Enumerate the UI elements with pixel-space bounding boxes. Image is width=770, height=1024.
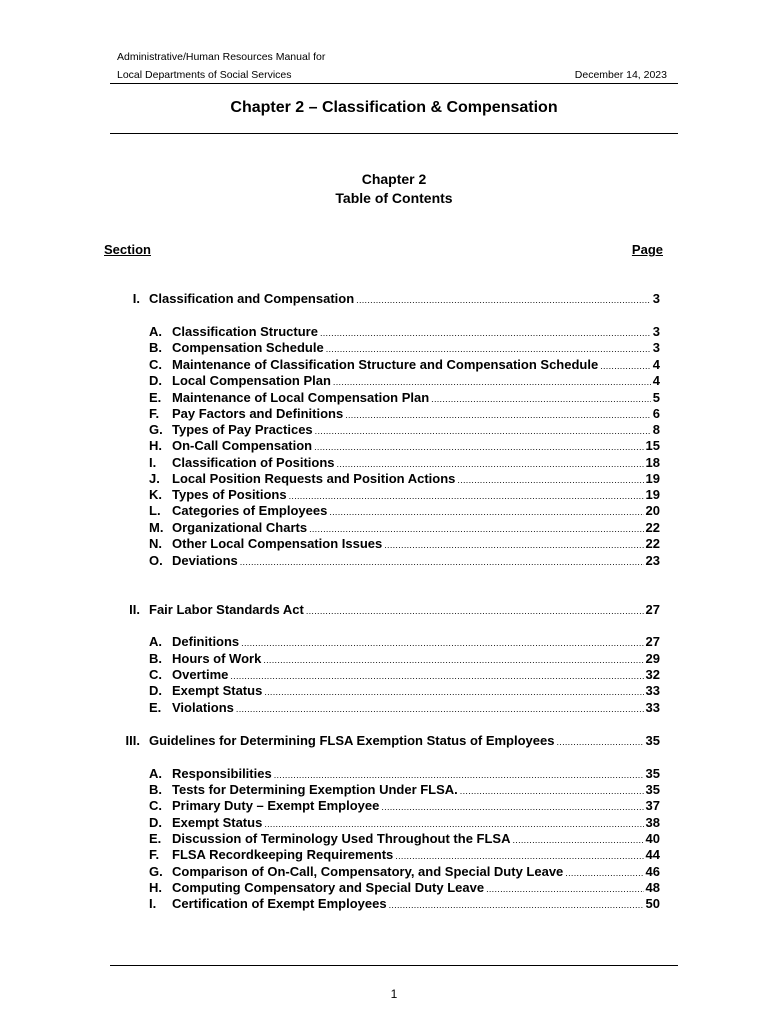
toc-item[interactable] bbox=[149, 340, 660, 356]
dot-leader bbox=[431, 391, 651, 407]
item-title: Maintenance of Local Compensation Plan bbox=[172, 390, 430, 405]
page-number: 32 bbox=[645, 667, 660, 682]
dot-leader bbox=[264, 816, 643, 832]
item-title: Classification Structure bbox=[172, 324, 318, 339]
item-letter: B. bbox=[149, 340, 162, 355]
item-letter: I. bbox=[149, 896, 157, 911]
page-number: 35 bbox=[645, 782, 660, 797]
item-title: Definitions bbox=[172, 634, 240, 649]
dot-leader bbox=[326, 341, 651, 357]
item-letter: H. bbox=[149, 880, 162, 895]
item-title: Violations bbox=[172, 700, 234, 715]
item-title: Comparison of On-Call, Compensatory, and Special Duty Leave bbox=[172, 864, 564, 879]
page-number: 8 bbox=[652, 422, 660, 437]
dot-leader bbox=[274, 767, 644, 783]
item-title: On-Call Compensation bbox=[172, 438, 313, 453]
item-title: Organizational Charts bbox=[172, 520, 308, 535]
title-divider bbox=[110, 133, 678, 134]
page-number: 27 bbox=[645, 634, 660, 649]
dot-leader bbox=[329, 504, 643, 520]
item-letter: O. bbox=[149, 553, 163, 568]
item-letter: M. bbox=[149, 520, 164, 535]
toc-item[interactable] bbox=[149, 390, 660, 406]
item-letter: J. bbox=[149, 471, 160, 486]
page-number: 22 bbox=[645, 520, 660, 535]
toc-item[interactable] bbox=[149, 471, 660, 487]
item-title: Responsibilities bbox=[172, 766, 272, 781]
header-divider bbox=[110, 83, 678, 84]
page-number: 5 bbox=[652, 390, 660, 405]
toc-item[interactable] bbox=[149, 438, 660, 454]
item-letter: E. bbox=[149, 390, 162, 405]
header-date: December 14, 2023 bbox=[574, 69, 667, 81]
item-title: Certification of Exempt Employees bbox=[172, 896, 387, 911]
page-number: 20 bbox=[645, 503, 660, 518]
footer-page-number: 1 bbox=[390, 987, 398, 1001]
item-letter: B. bbox=[149, 651, 162, 666]
item-title: Deviations bbox=[172, 553, 238, 568]
toc-item[interactable] bbox=[149, 553, 660, 569]
toc-item[interactable] bbox=[149, 700, 660, 716]
page-number: 33 bbox=[645, 700, 660, 715]
toc-item[interactable] bbox=[149, 373, 660, 389]
section-numeral: III. bbox=[125, 733, 140, 748]
dot-leader bbox=[236, 701, 644, 717]
toc-item[interactable] bbox=[149, 798, 660, 814]
page-number: 27 bbox=[645, 602, 660, 617]
item-letter: G. bbox=[149, 864, 163, 879]
toc-item[interactable] bbox=[149, 683, 660, 699]
item-title: Exempt Status bbox=[172, 683, 263, 698]
dot-leader bbox=[486, 881, 643, 897]
item-title: Local Position Requests and Position Actions bbox=[172, 471, 456, 486]
dot-leader bbox=[556, 734, 643, 750]
item-title: Computing Compensatory and Special Duty Leave bbox=[172, 880, 485, 895]
toc-item[interactable] bbox=[149, 422, 660, 438]
page-number: 6 bbox=[652, 406, 660, 421]
item-title: Categories of Employees bbox=[172, 503, 328, 518]
page-number: 44 bbox=[645, 847, 660, 862]
section-numeral: II. bbox=[129, 602, 140, 617]
page-number: 33 bbox=[645, 683, 660, 698]
item-title: Pay Factors and Definitions bbox=[172, 406, 344, 421]
manual-title: Administrative/Human Resources Manual for bbox=[117, 51, 326, 63]
item-title: Local Compensation Plan bbox=[172, 373, 331, 388]
dot-leader bbox=[314, 439, 643, 455]
toc-item[interactable] bbox=[149, 815, 660, 831]
item-letter: N. bbox=[149, 536, 162, 551]
section-title: Fair Labor Standards Act bbox=[149, 602, 304, 617]
page-number: 38 bbox=[645, 815, 660, 830]
page-number: 22 bbox=[645, 536, 660, 551]
item-title: Primary Duty – Exempt Employee bbox=[172, 798, 380, 813]
item-title: Exempt Status bbox=[172, 815, 263, 830]
toc-item[interactable] bbox=[149, 651, 660, 667]
item-letter: C. bbox=[149, 798, 162, 813]
item-title: Types of Positions bbox=[172, 487, 287, 502]
dot-leader bbox=[381, 799, 643, 815]
section-numeral: I. bbox=[132, 291, 140, 306]
footer-divider bbox=[110, 965, 678, 966]
item-title: Classification of Positions bbox=[172, 455, 335, 470]
item-letter: A. bbox=[149, 766, 162, 781]
section-column-header: Section bbox=[104, 242, 151, 257]
toc-item[interactable] bbox=[149, 864, 660, 880]
toc-item[interactable] bbox=[149, 634, 660, 650]
toc-section[interactable] bbox=[112, 733, 660, 749]
dot-leader bbox=[306, 603, 644, 619]
item-letter: C. bbox=[149, 667, 162, 682]
dot-leader bbox=[230, 668, 643, 684]
item-title: Maintenance of Classification Structure and Compensation Schedule bbox=[172, 357, 599, 372]
dot-leader bbox=[600, 358, 651, 374]
toc-heading: Table of Contents bbox=[335, 190, 453, 206]
item-letter: F. bbox=[149, 406, 160, 421]
item-letter: F. bbox=[149, 847, 160, 862]
dot-leader bbox=[315, 423, 651, 439]
page-number: 4 bbox=[652, 357, 660, 372]
page-number: 15 bbox=[645, 438, 660, 453]
toc-item[interactable] bbox=[149, 503, 660, 519]
dot-leader bbox=[565, 865, 643, 881]
dot-leader bbox=[240, 554, 644, 570]
toc-item[interactable] bbox=[149, 847, 660, 863]
toc-item[interactable] bbox=[149, 880, 660, 896]
page-column-header: Page bbox=[631, 242, 663, 257]
page-number: 46 bbox=[645, 864, 660, 879]
page-number: 4 bbox=[652, 373, 660, 388]
toc-item[interactable] bbox=[149, 831, 660, 847]
toc-item[interactable] bbox=[149, 406, 660, 422]
toc-section[interactable] bbox=[112, 602, 660, 618]
toc-item[interactable] bbox=[149, 766, 660, 782]
dot-leader bbox=[309, 521, 643, 537]
toc-item[interactable] bbox=[149, 357, 660, 373]
item-letter: D. bbox=[149, 373, 162, 388]
item-letter: E. bbox=[149, 831, 162, 846]
toc-item[interactable] bbox=[149, 324, 660, 340]
dot-leader bbox=[337, 456, 644, 472]
toc-item[interactable] bbox=[149, 487, 660, 503]
item-letter: B. bbox=[149, 782, 162, 797]
page-number: 48 bbox=[645, 880, 660, 895]
page-number: 23 bbox=[645, 553, 660, 568]
dot-leader bbox=[356, 292, 651, 308]
dot-leader bbox=[264, 684, 643, 700]
page-number: 3 bbox=[652, 340, 660, 355]
dot-leader bbox=[384, 537, 643, 553]
toc-section[interactable] bbox=[112, 291, 660, 307]
item-title: Discussion of Terminology Used Throughout the FLSA bbox=[172, 831, 511, 846]
section-title: Classification and Compensation bbox=[149, 291, 355, 306]
chapter-title: Chapter 2 – Classification & Compensation bbox=[230, 99, 558, 116]
item-title: Overtime bbox=[172, 667, 229, 682]
item-title: Hours of Work bbox=[172, 651, 262, 666]
toc-item[interactable] bbox=[149, 536, 660, 552]
page-number: 3 bbox=[652, 291, 660, 306]
page-number: 29 bbox=[645, 651, 660, 666]
item-title: FLSA Recordkeeping Requirements bbox=[172, 847, 394, 862]
toc-item[interactable] bbox=[149, 782, 660, 798]
item-letter: D. bbox=[149, 683, 162, 698]
page-number: 40 bbox=[645, 831, 660, 846]
item-title: Compensation Schedule bbox=[172, 340, 324, 355]
item-letter: C. bbox=[149, 357, 162, 372]
toc-item[interactable] bbox=[149, 896, 660, 912]
item-letter: G. bbox=[149, 422, 163, 437]
page-number: 35 bbox=[645, 766, 660, 781]
item-letter: I. bbox=[149, 455, 157, 470]
item-letter: A. bbox=[149, 634, 162, 649]
item-title: Tests for Determining Exemption Under FLSA. bbox=[172, 782, 458, 797]
item-letter: H. bbox=[149, 438, 162, 453]
dot-leader bbox=[320, 325, 651, 341]
department-name: Local Departments of Social Services bbox=[117, 69, 292, 81]
item-letter: L. bbox=[149, 503, 161, 518]
dot-leader bbox=[345, 407, 651, 423]
item-letter: K. bbox=[149, 487, 162, 502]
item-letter: E. bbox=[149, 700, 162, 715]
toc-item[interactable] bbox=[149, 455, 660, 471]
dot-leader bbox=[389, 897, 644, 913]
dot-leader bbox=[333, 374, 651, 390]
page-number: 35 bbox=[645, 733, 660, 748]
dot-leader bbox=[457, 472, 643, 488]
page-number: 18 bbox=[645, 455, 660, 470]
page-number: 50 bbox=[645, 896, 660, 911]
toc-item[interactable] bbox=[149, 667, 660, 683]
dot-leader bbox=[289, 488, 644, 504]
page-number: 19 bbox=[645, 471, 660, 486]
item-title: Other Local Compensation Issues bbox=[172, 536, 383, 551]
dot-leader bbox=[395, 848, 643, 864]
page-number: 3 bbox=[652, 324, 660, 339]
toc-item[interactable] bbox=[149, 520, 660, 536]
item-letter: A. bbox=[149, 324, 162, 339]
dot-leader bbox=[241, 635, 643, 651]
page-number: 19 bbox=[645, 487, 660, 502]
section-title: Guidelines for Determining FLSA Exemption Status of Employees bbox=[149, 733, 555, 748]
toc-chapter-label: Chapter 2 bbox=[361, 171, 427, 187]
dot-leader bbox=[263, 652, 643, 668]
dot-leader bbox=[460, 783, 644, 799]
item-letter: D. bbox=[149, 815, 162, 830]
dot-leader bbox=[512, 832, 643, 848]
page-number: 37 bbox=[645, 798, 660, 813]
item-title: Types of Pay Practices bbox=[172, 422, 313, 437]
